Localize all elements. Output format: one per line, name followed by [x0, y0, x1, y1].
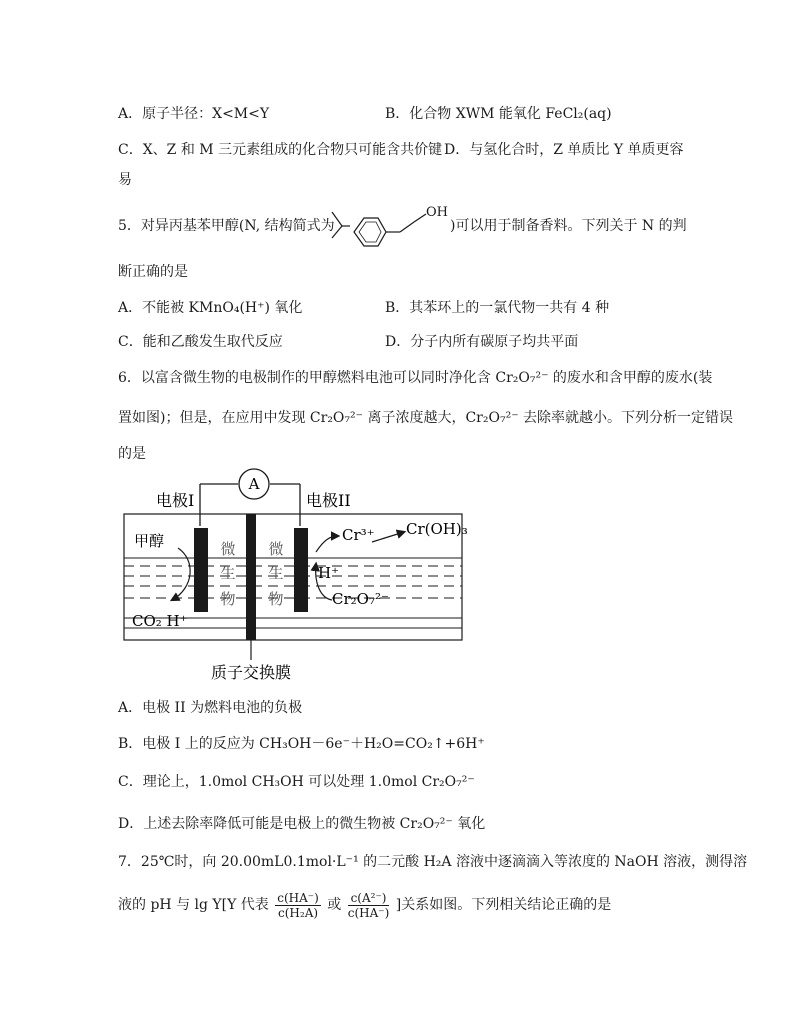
q6-option-c: C．理论上，1.0mol CH₃OH 可以处理 1.0mol Cr₂O₇²⁻ — [118, 774, 475, 790]
q6-stem-part2: 置如图)；但是，在应用中发现 Cr₂O₇²⁻ 离子浓度越大，Cr₂O₇²⁻ 去除率就越小。下列分析一定错误 — [118, 410, 734, 426]
q4-option-b: B．化合物 XWM 能氧化 FeCl₂(aq) — [385, 106, 612, 122]
cr3-arrow — [316, 536, 338, 552]
co2-h-label: CO₂ H⁺ — [132, 612, 188, 630]
microbe-right-2: 生 — [268, 564, 284, 582]
q5-option-a: A．不能被 KMnO₄(H⁺) 氧化 — [118, 300, 303, 316]
methanol-label: 甲醇 — [134, 532, 165, 550]
q7-stem-pre: 液的 pH 与 lg Y[Y 代表 — [118, 897, 269, 913]
isopropylbenzyl-alcohol-structure — [330, 204, 460, 250]
q5-stem-part3: 断正确的是 — [118, 264, 188, 280]
q4-option-a: A．原子半径：X<M<Y — [118, 106, 270, 122]
electrode-2 — [294, 528, 308, 612]
q6-option-d: D．上述去除率降低可能是电极上的微生物被 Cr₂O₇²⁻ 氧化 — [118, 816, 486, 832]
ammeter-label: A — [248, 475, 260, 493]
methanol-arrow — [172, 548, 190, 600]
q7-or: 或 — [327, 897, 342, 913]
electrode-1-label: 电极I — [156, 491, 195, 510]
microbe-left-3: 物 — [220, 590, 236, 608]
microbe-right-3: 物 — [268, 590, 284, 608]
croh3-label: Cr(OH)₃ — [406, 520, 468, 538]
electrode-1 — [194, 528, 208, 612]
q4-option-d-continued: 易 — [118, 172, 132, 188]
hydroxyl-label: OH — [426, 205, 448, 220]
q5-option-b: B．其苯环上的一氯代物一共有 4 种 — [385, 300, 610, 316]
q5-option-d: D．分子内所有碳原子均共平面 — [385, 334, 579, 350]
croh3-arrow — [372, 532, 404, 542]
membrane-label: 质子交换膜 — [210, 663, 292, 682]
q6-option-b: B．电极 I 上的反应为 CH₃OH－6e⁻＋H₂O=CO₂↑+6H⁺ — [118, 736, 485, 752]
cr3-label: Cr³⁺ — [342, 526, 375, 544]
q6-stem-part1: 6．以富含微生物的电极制作的甲醇燃料电池可以同时净化含 Cr₂O₇²⁻ 的废水和含甲醇的废水(装 — [118, 370, 713, 386]
q4-option-c: C．X、Z 和 M 三元素组成的化合物只可能含共价键 — [118, 142, 443, 158]
microbe-right-1: 微 — [268, 540, 284, 558]
q5-stem-part1: 5．对异丙基苯甲醇(N, 结构简式为 — [118, 218, 335, 234]
q7-stem-post: ]关系如图。下列相关结论正确的是 — [395, 897, 612, 913]
q7-stem-part1: 7．25℃时，向 20.00mL0.1mol·L⁻¹ 的二元酸 H₂A 溶液中逐滴滴入等浓度的 NaOH 溶液，测得溶 — [118, 854, 748, 870]
electrode-2-label: 电极II — [306, 491, 351, 510]
fraction-a-over-ha: $\frac{\text{c(A²⁻)}}{c(HA^-)}$ — [347, 890, 390, 920]
q6-stem-part3: 的是 — [118, 446, 146, 462]
microbe-left-1: 微 — [220, 540, 236, 558]
microbe-left-2: 生 — [220, 564, 236, 582]
q7-stem-part2 — [118, 886, 611, 924]
fuel-cell-diagram — [120, 466, 470, 690]
q5-option-c: C．能和乙酸发生取代反应 — [118, 334, 283, 350]
cr2o7-label: Cr₂O₇²⁻ — [332, 590, 389, 608]
proton-exchange-membrane — [246, 514, 256, 640]
q5-stem-part2: )可以用于制备香料。下列关于 N 的判 — [450, 218, 687, 234]
q6-option-a: A．电极 II 为燃料电池的负极 — [118, 700, 303, 716]
q4-option-d: D．与氢化合时，Z 单质比 Y 单质更容 — [444, 142, 684, 158]
fraction-ha-over-h2a: $\frac{c(HA^-)}{\text{c(H₂A)}}$ — [277, 890, 319, 920]
h-plus-label: H⁺ — [318, 564, 339, 582]
